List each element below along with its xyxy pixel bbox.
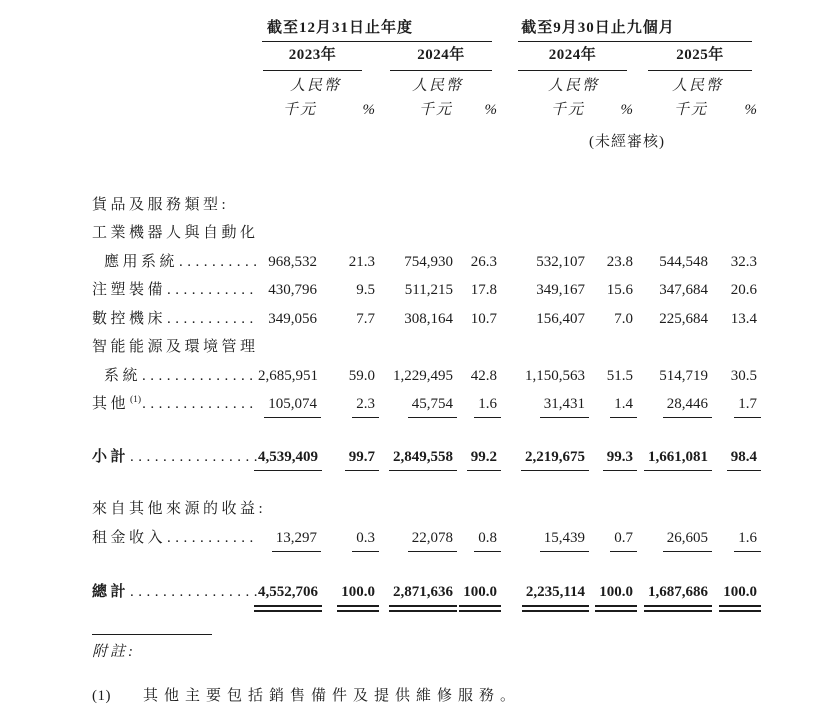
cell-value: 514,719	[659, 367, 709, 384]
cell-value: 225,684	[659, 310, 709, 327]
dot-leader	[178, 248, 258, 277]
table-row	[92, 362, 757, 391]
table-row	[92, 219, 757, 248]
cell-value: 21.3	[348, 253, 375, 270]
cell-value: 51.5	[606, 367, 634, 384]
unit-row	[92, 96, 757, 125]
cell-value: 28,446	[633, 390, 708, 421]
row-label: 工業機器人與自動化	[92, 225, 259, 241]
table-row	[92, 191, 757, 220]
cell-value: 2.3	[317, 390, 375, 421]
row-label-cell	[92, 362, 258, 391]
row-label: 貨品及服務類型:	[92, 196, 230, 213]
dot-leader	[129, 578, 258, 607]
row-label: 總計	[92, 584, 130, 600]
cell-value: 30.5	[730, 367, 758, 384]
spacer-row	[92, 421, 757, 443]
cell-value: 349,167	[536, 282, 586, 298]
unit-cell: 千元	[282, 102, 317, 118]
currency-row	[92, 71, 757, 96]
percent-cell: %	[362, 102, 375, 118]
unaudited-label: (未經審核)	[589, 133, 666, 150]
footnote-area	[92, 634, 835, 707]
interim-2025-label: 2025年	[648, 43, 752, 71]
cell-value: 7.7	[356, 310, 375, 327]
year-2023-header	[258, 42, 375, 71]
interim-2025-header	[633, 42, 757, 71]
row-label-cell	[92, 390, 258, 421]
row-label: 其他	[92, 396, 130, 412]
cell-value: 100.0	[585, 578, 633, 612]
header-empty-cell	[92, 96, 258, 125]
cell-value: 32.3	[730, 253, 758, 270]
currency-cell: 人民幣	[412, 78, 464, 94]
dot-leader	[141, 362, 258, 391]
cell-value: 59.0	[348, 367, 375, 384]
revenue-breakdown-table	[92, 16, 757, 612]
footnote-ref: (1)	[130, 395, 142, 405]
spacer-row	[92, 471, 757, 495]
interim-period-label: 截至9月30日止九個月	[521, 20, 675, 36]
cell-value: 1,229,495	[393, 367, 453, 384]
cell-value: 17.8	[470, 282, 498, 298]
interim-2024-header	[497, 42, 633, 71]
cell-value: 15,439	[497, 524, 585, 553]
currency-cell: 人民幣	[289, 78, 341, 94]
table-row	[92, 443, 757, 472]
cell-value: 1.6	[453, 390, 497, 421]
cell-value: 100.0	[453, 578, 497, 612]
cell-value: 1.6	[708, 524, 757, 553]
year-2024-header	[375, 42, 497, 71]
cell-value: 511,215	[404, 282, 453, 298]
dot-leader	[166, 276, 258, 305]
footnote-divider	[92, 634, 212, 635]
dot-leader	[129, 443, 258, 472]
cell-value: 99.2	[453, 443, 497, 472]
cell-value: 1.4	[585, 390, 633, 421]
unit-cell: 千元	[551, 102, 586, 118]
cell-value: 13,297	[258, 524, 317, 553]
dot-leader	[141, 390, 258, 419]
cell-value: 544,548	[659, 253, 709, 270]
annual-period-header	[258, 16, 497, 42]
cell-value: 31,431	[497, 390, 585, 421]
table-row	[92, 578, 757, 612]
cell-value: 98.4	[708, 443, 757, 472]
cell-value: 15.6	[606, 282, 634, 298]
row-label-cell	[92, 524, 258, 553]
table-row	[92, 276, 757, 305]
footnote-item	[92, 685, 835, 707]
cell-value: 430,796	[268, 282, 317, 298]
annual-period-label: 截至12月31日止年度	[267, 20, 414, 36]
cell-value: 2,235,114	[497, 578, 585, 612]
header-empty-cell	[92, 16, 258, 42]
cell-value: 100.0	[708, 578, 757, 612]
cell-value: 99.7	[317, 443, 375, 472]
interim-period-header	[497, 16, 757, 42]
unit-cell: 千元	[674, 102, 709, 118]
header-empty-cell	[92, 125, 258, 152]
year-header-row	[92, 42, 757, 71]
row-label-cell	[92, 443, 258, 472]
dot-leader	[166, 305, 258, 334]
cell-value: 0.8	[453, 524, 497, 553]
currency-cell: 人民幣	[672, 78, 724, 94]
cell-value: 1.7	[708, 390, 757, 421]
cell-value: 968,532	[268, 253, 317, 270]
cell-value: 2,685,951	[258, 367, 318, 384]
year-2023-label: 2023年	[263, 43, 362, 71]
cell-value: 23.8	[606, 253, 634, 270]
header-empty-cell	[92, 42, 258, 71]
footnote-marker: (1)	[92, 688, 111, 704]
cell-value: 0.3	[317, 524, 375, 553]
cell-value: 156,407	[536, 310, 586, 327]
row-label: 租金收入	[92, 529, 167, 546]
table-row	[92, 333, 757, 362]
cell-value: 2,871,636	[375, 578, 453, 612]
table-row	[92, 524, 757, 553]
cell-value: 2,219,675	[497, 443, 585, 472]
row-label-cell	[92, 305, 258, 334]
cell-value: 10.7	[470, 310, 498, 327]
table-row	[92, 495, 757, 524]
header-empty-cell	[92, 71, 258, 96]
cell-value: 99.3	[585, 443, 633, 472]
currency-cell: 人民幣	[548, 78, 600, 94]
table-row	[92, 390, 757, 421]
cell-value: 1,661,081	[633, 443, 708, 472]
cell-value: 9.5	[356, 282, 375, 298]
row-label-cell	[92, 578, 258, 612]
row-label: 應用系統	[104, 253, 179, 270]
cell-value: 4,539,409	[258, 443, 317, 472]
table-row	[92, 305, 757, 334]
cell-value: 0.7	[585, 524, 633, 553]
table-header	[92, 16, 757, 152]
table-row	[92, 248, 757, 277]
cell-value: 26,605	[633, 524, 708, 553]
year-2024-label: 2024年	[390, 43, 492, 71]
dot-leader	[166, 524, 258, 553]
notes-heading: 附註:	[92, 644, 136, 660]
cell-value: 2,849,558	[375, 443, 453, 472]
cell-value: 532,107	[536, 253, 586, 270]
cell-value: 45,754	[375, 390, 453, 421]
header-empty-cell	[258, 125, 497, 152]
cell-value: 42.8	[470, 367, 498, 384]
table-body	[92, 152, 757, 613]
percent-cell: %	[484, 102, 498, 118]
cell-value: 754,930	[404, 253, 453, 270]
footnote-text: 其他主要包括銷售備件及提供維修服務。	[143, 688, 522, 704]
spacer-row	[92, 152, 757, 191]
spacer-row	[92, 552, 757, 578]
unit-cell: 千元	[418, 102, 453, 118]
period-spanner-row	[92, 16, 757, 42]
interim-2024-label: 2024年	[518, 43, 627, 71]
cell-value: 4,552,706	[258, 578, 317, 612]
cell-value: 349,056	[268, 310, 317, 327]
row-label: 數控機床	[92, 310, 167, 327]
cell-value: 347,684	[659, 282, 709, 298]
cell-value: 20.6	[730, 282, 758, 298]
row-label: 注塑裝備	[92, 282, 167, 298]
cell-value: 100.0	[317, 578, 375, 612]
row-label-cell	[92, 248, 258, 277]
cell-value: 7.0	[614, 310, 634, 327]
row-label: 智能能源及環境管理	[92, 339, 259, 355]
cell-value: 1,150,563	[525, 367, 586, 384]
row-label: 小計	[92, 448, 130, 465]
percent-cell: %	[744, 102, 758, 118]
row-label: 系統	[104, 367, 142, 384]
row-label-cell	[92, 276, 258, 305]
cell-value: 308,164	[404, 310, 453, 327]
cell-value: 13.4	[730, 310, 758, 327]
unaudited-row	[92, 125, 757, 152]
row-label: 來自其他來源的收益:	[92, 501, 267, 517]
unaudited-cell	[497, 125, 757, 152]
cell-value: 1,687,686	[633, 578, 708, 612]
cell-value: 105,074	[258, 390, 317, 421]
percent-cell: %	[620, 102, 634, 118]
cell-value: 26.3	[470, 253, 498, 270]
cell-value: 22,078	[375, 524, 453, 553]
